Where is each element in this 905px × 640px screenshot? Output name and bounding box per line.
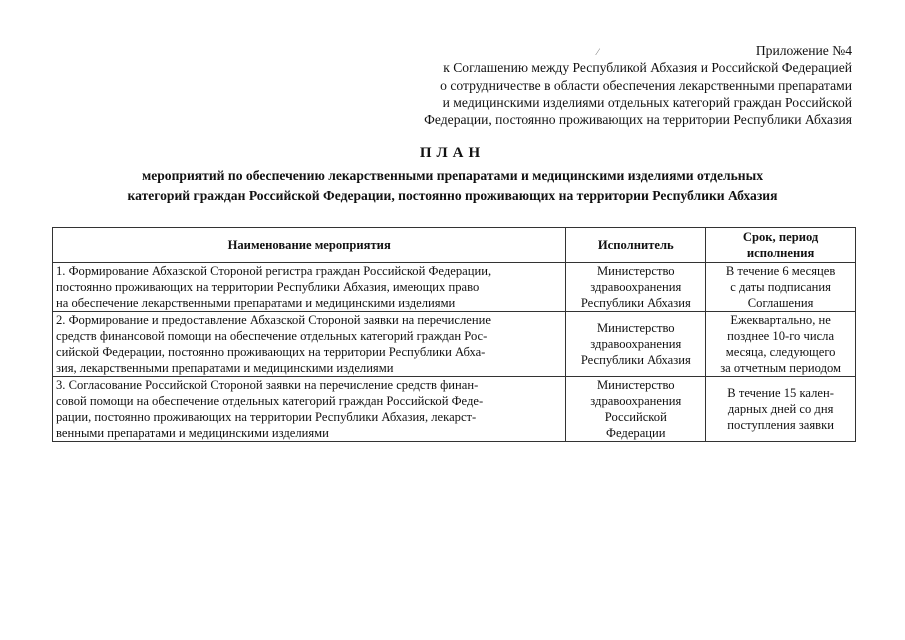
event-cell: 2. Формирование и предоставление Абхазской Стороной заявки на перечисление средств финансовой помощи на обеспечение отдельных категорий граждан Рос- сийской Федерации, постоянно проживающих на территории Республики Абха- зия, лекарственными препаратами и медицинскими изделиями	[53, 312, 566, 377]
deadline-cell: В течение 15 кален- дарных дней со дня поступления заявки	[706, 377, 856, 442]
executor-cell: Министерство здравоохранения Республики Абхазия	[566, 312, 706, 377]
plan-table	[52, 227, 856, 442]
header-event: Наименование мероприятия	[53, 228, 566, 263]
document-title: ПЛАН	[419, 145, 486, 161]
table-header-row	[53, 228, 856, 263]
event-cell: 1. Формирование Абхазской Стороной регистра граждан Российской Федерации, постоянно проживающих на территории Республики Абхазия, имеющих право на обеспечение лекарственными препаратами и медицинскими изделиями	[53, 263, 566, 312]
document-subtitle: мероприятий по обеспечению лекарственными препаратами и медицинскими изделиями отдельных категорий граждан Российской Федерации, постоянно проживающих на территории Республики Абхазия	[127, 168, 778, 203]
pen-mark: ⁄	[597, 47, 599, 57]
header-deadline: Срок, период исполнения	[706, 228, 856, 263]
event-cell: 3. Согласование Российской Стороной заявки на перечисление средств финан- совой помощи на обеспечение отдельных категорий граждан Российской Феде- рации, постоянно проживающих на территории Республики Абхазия, лекарст- венными препаратами и медицинскими изделиями	[53, 377, 566, 442]
executor-cell: Министерство здравоохранения Российской Федерации	[566, 377, 706, 442]
deadline-cell: Ежеквартально, не позднее 10-го числа месяца, следующего за отчетным периодом	[706, 312, 856, 377]
deadline-cell: В течение 6 месяцев с даты подписания Соглашения	[706, 263, 856, 312]
table-row	[53, 263, 856, 312]
header-executor: Исполнитель	[566, 228, 706, 263]
table-row	[53, 312, 856, 377]
annex-header: Приложение №4 к Соглашению между Республикой Абхазия и Российской Федерацией о сотрудничестве в области обеспечения лекарственными препаратами и медицинскими изделиями отдельных категорий граждан Российской Федерации, постоянно проживающих на территории Республики Абхазия	[424, 43, 852, 128]
table-row	[53, 377, 856, 442]
executor-cell: Министерство здравоохранения Республики Абхазия	[566, 263, 706, 312]
